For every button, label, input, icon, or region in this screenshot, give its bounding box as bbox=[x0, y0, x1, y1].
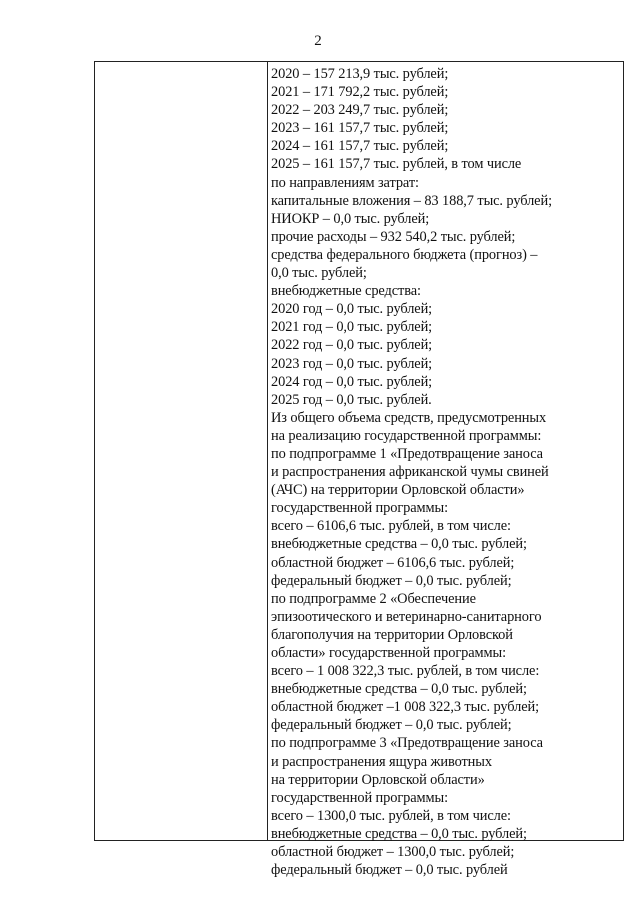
text-line: всего – 6106,6 тыс. рублей, в том числе: bbox=[271, 518, 511, 535]
text-line: государственной программы: bbox=[271, 789, 449, 806]
text-line: на территории Орловской области» bbox=[271, 771, 485, 788]
text-line: 2023 год – 0,0 тыс. рублей; bbox=[271, 355, 433, 372]
text-line: эпизоотического и ветеринарно-санитарного bbox=[271, 608, 542, 625]
text-line: федеральный бюджет – 0,0 тыс. рублей; bbox=[271, 572, 512, 589]
text-line: 2022 год – 0,0 тыс. рублей; bbox=[271, 337, 433, 354]
text-line: 0,0 тыс. рублей; bbox=[271, 265, 367, 282]
text-line: 2023 – 161 157,7 тыс. рублей; bbox=[271, 120, 449, 137]
text-line: средства федерального бюджета (прогноз) – bbox=[271, 246, 538, 263]
text-line: по подпрограмме 1 «Предотвращение заноса bbox=[271, 445, 543, 462]
text-line: капитальные вложения – 83 188,7 тыс. рублей; bbox=[271, 192, 552, 209]
text-line: внебюджетные средства – 0,0 тыс. рублей; bbox=[271, 536, 527, 553]
text-line: областной бюджет – 6106,6 тыс. рублей; bbox=[271, 554, 515, 571]
text-line: областной бюджет – 1300,0 тыс. рублей; bbox=[271, 844, 515, 861]
text-line: 2021 год – 0,0 тыс. рублей; bbox=[271, 319, 433, 336]
text-line: (АЧС) на территории Орловской области» bbox=[271, 482, 525, 499]
text-line: 2022 – 203 249,7 тыс. рублей; bbox=[271, 102, 449, 119]
table-left-cell bbox=[95, 62, 267, 840]
column-divider bbox=[267, 62, 268, 840]
text-line: федеральный бюджет – 0,0 тыс. рублей bbox=[271, 862, 508, 879]
text-line: области» государственной программы: bbox=[271, 645, 507, 661]
text-line: внебюджетные средства – 0,0 тыс. рублей; bbox=[271, 825, 527, 842]
text-line: всего – 1300,0 тыс. рублей, в том числе: bbox=[271, 807, 511, 824]
text-line: федеральный бюджет – 0,0 тыс. рублей; bbox=[271, 717, 512, 734]
text-line: по подпрограмме 2 «Обеспечение bbox=[271, 590, 476, 607]
text-line: внебюджетные средства – 0,0 тыс. рублей; bbox=[271, 681, 527, 698]
text-line: и распространения ящура животных bbox=[271, 753, 492, 770]
text-line: НИОКР – 0,0 тыс. рублей; bbox=[271, 210, 430, 227]
text-line: внебюджетные средства: bbox=[271, 283, 421, 300]
text-line: 2024 – 161 157,7 тыс. рублей; bbox=[271, 138, 449, 155]
text-line: благополучия на территории Орловской bbox=[271, 626, 513, 643]
text-line: государственной программы: bbox=[271, 500, 449, 517]
text-line: 2025 – 161 157,7 тыс. рублей, в том числе bbox=[271, 156, 522, 173]
text-line: всего – 1 008 322,3 тыс. рублей, в том числе: bbox=[271, 663, 540, 680]
text-line: 2021 – 171 792,2 тыс. рублей; bbox=[271, 84, 449, 101]
text-line: 2025 год – 0,0 тыс. рублей. bbox=[271, 391, 432, 408]
text-line: 2024 год – 0,0 тыс. рублей; bbox=[271, 373, 433, 390]
text-line: прочие расходы – 932 540,2 тыс. рублей; bbox=[271, 228, 516, 245]
page-number: 2 bbox=[314, 33, 322, 49]
text-line: областной бюджет –1 008 322,3 тыс. рублей; bbox=[271, 699, 540, 716]
text-line: 2020 – 157 213,9 тыс. рублей; bbox=[271, 66, 449, 82]
table-right-cell bbox=[271, 65, 621, 879]
text-line: по подпрограмме 3 «Предотвращение заноса bbox=[271, 735, 543, 752]
text-line: 2020 год – 0,0 тыс. рублей; bbox=[271, 301, 433, 318]
text-line: по направлениям затрат: bbox=[271, 174, 419, 191]
text-line: на реализацию государственной программы: bbox=[271, 427, 542, 444]
text-line: Из общего объема средств, предусмотренных bbox=[271, 409, 547, 426]
text-line: и распространения африканской чумы свиней bbox=[271, 464, 549, 481]
content-table bbox=[94, 61, 624, 879]
